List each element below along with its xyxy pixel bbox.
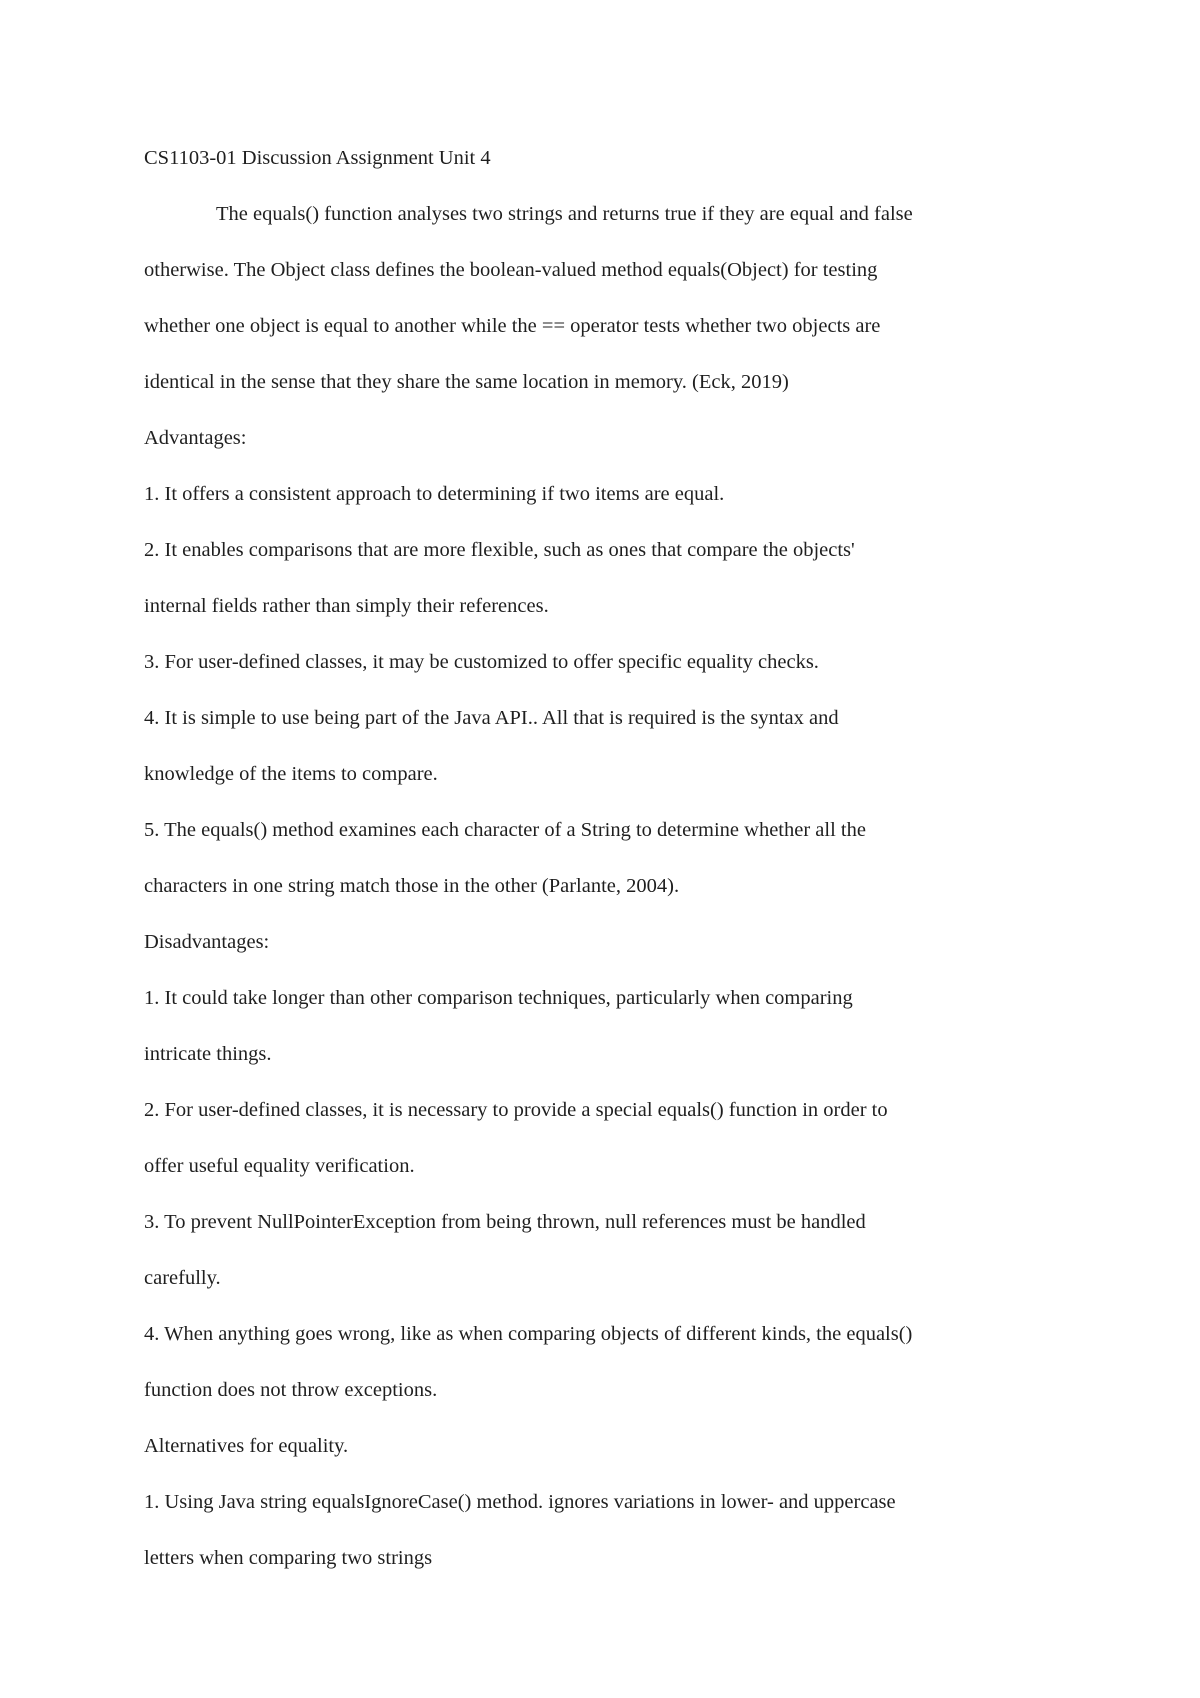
alternative-item-line: letters when comparing two strings	[144, 1547, 433, 1569]
advantage-item-line: 3. For user-defined classes, it may be customized to offer specific equality checks.	[144, 651, 819, 673]
intro-line: whether one object is equal to another while the == operator tests whether two objects are	[144, 315, 881, 337]
disadvantages-heading: Disadvantages:	[144, 931, 270, 953]
disadvantage-item-line: function does not throw exceptions.	[144, 1379, 438, 1401]
advantage-item-line: 5. The equals() method examines each character of a String to determine whether all the	[144, 819, 866, 841]
intro-line: The equals() function analyses two strings and returns true if they are equal and false	[216, 203, 913, 225]
advantage-item-line: knowledge of the items to compare.	[144, 763, 438, 785]
advantage-item-line: 4. It is simple to use being part of the Java API.. All that is required is the syntax and	[144, 707, 839, 729]
document-title: CS1103-01 Discussion Assignment Unit 4	[144, 147, 491, 169]
intro-line: otherwise. The Object class defines the boolean-valued method equals(Object) for testing	[144, 259, 878, 281]
alternative-item-line: 1. Using Java string equalsIgnoreCase() method. ignores variations in lower- and uppercase	[144, 1491, 896, 1513]
advantages-heading: Advantages:	[144, 427, 247, 449]
advantage-item-line: 2. It enables comparisons that are more flexible, such as ones that compare the objects'	[144, 539, 855, 561]
disadvantage-item-line: 1. It could take longer than other comparison techniques, particularly when comparing	[144, 987, 853, 1009]
advantage-item-line: internal fields rather than simply their references.	[144, 595, 549, 617]
disadvantage-item-line: 2. For user-defined classes, it is necessary to provide a special equals() function in order to	[144, 1099, 888, 1121]
intro-line: identical in the sense that they share the same location in memory. (Eck, 2019)	[144, 371, 789, 393]
disadvantage-item-line: offer useful equality verification.	[144, 1155, 415, 1177]
disadvantage-item-line: carefully.	[144, 1267, 221, 1289]
alternatives-heading: Alternatives for equality.	[144, 1435, 349, 1457]
disadvantage-item-line: intricate things.	[144, 1043, 272, 1065]
disadvantage-item-line: 4. When anything goes wrong, like as when comparing objects of different kinds, the equals()	[144, 1323, 913, 1345]
advantage-item-line: characters in one string match those in the other (Parlante, 2004).	[144, 875, 680, 897]
advantage-item-line: 1. It offers a consistent approach to determining if two items are equal.	[144, 483, 725, 505]
disadvantage-item-line: 3. To prevent NullPointerException from being thrown, null references must be handled	[144, 1211, 866, 1233]
